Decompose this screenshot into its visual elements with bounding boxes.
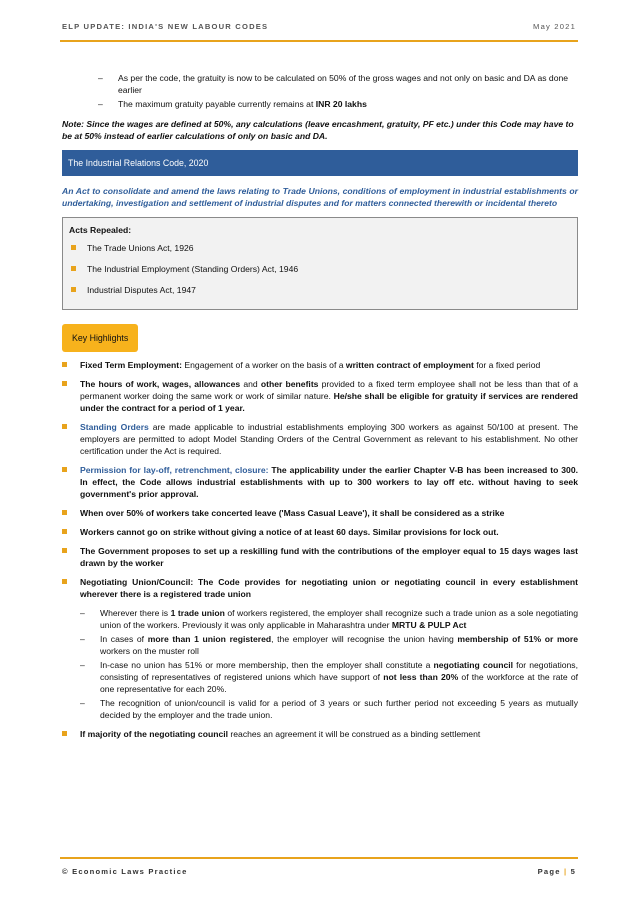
header-date: May 2021 bbox=[533, 22, 576, 31]
act-description: An Act to consolidate and amend the laws relating to Trade Unions, conditions of employment in industrial establishments or undertaking, investigation and settlement of industrial disputes and for matters connected therewith or incidental thereto bbox=[62, 186, 578, 208]
bullet-square-icon bbox=[62, 381, 67, 386]
bullet-square-icon bbox=[62, 579, 67, 584]
bullet-square-icon bbox=[62, 731, 67, 736]
page-body bbox=[62, 72, 578, 740]
highlight-strike-notice: Workers cannot go on strike without giving a notice of at least 60 days. Similar provisions for lock out. bbox=[62, 526, 578, 538]
highlight-mass-leave: When over 50% of workers take concerted leave ('Mass Casual Leave'), it shall be considered as a strike bbox=[62, 507, 578, 519]
header-rule bbox=[60, 40, 578, 42]
highlight-binding-settlement: If majority of the negotiating council reaches an agreement it will be construed as a binding settlement bbox=[62, 728, 578, 740]
sub-point: – Wherever there is 1 trade union of workers registered, the employer shall recognize such a trade union as a sole negotiating union of the workers. Previously it was only applicable in Maharashtra under MRTU & PULP Act bbox=[80, 608, 578, 630]
bullet-square-icon bbox=[71, 266, 76, 271]
page-number: Page | 5 bbox=[537, 867, 576, 876]
repealed-item: The Trade Unions Act, 1926 bbox=[69, 242, 571, 254]
highlight-negotiating-union: Negotiating Union/Council: The Code provides for negotiating union or negotiating council in every establishment wherever there is a registered trade union – Wherever there is 1 trade union of workers registered, the employer shall recognize such a trade union as a sole negotiating union of the workers. Previously it was only applicable in Maharashtra under MRTU & PULP Act – In cases of more than 1 union registered, the employer will recognise the union having membership of 51% or more workers on the muster roll – In-case no union has 51% or more membership, then the employer shall constitute a negotiating council for negotiations, consisting of representatives of registered unions which have support of not less than 20% of the workforce at the rate of one representative for each 20%. – The recognition of union/council is valid for a period of 3 years or such further period not exceeding 5 years as mutually decided by the employer and the trade union. bbox=[62, 576, 578, 721]
bullet-square-icon bbox=[62, 424, 67, 429]
acts-repealed-title: Acts Repealed: bbox=[69, 225, 132, 235]
header-title: ELP UPDATE: INDIA'S NEW LABOUR CODES bbox=[62, 22, 269, 31]
bullet-square-icon bbox=[71, 287, 76, 292]
bullet-square-icon bbox=[71, 245, 76, 250]
repealed-item: The Industrial Employment (Standing Orders) Act, 1946 bbox=[69, 263, 571, 275]
highlight-fixed-term: Fixed Term Employment: Engagement of a worker on the basis of a written contract of employment for a fixed period bbox=[62, 359, 578, 371]
note-paragraph: Note: Since the wages are defined at 50%, any calculations (leave encashment, gratuity, PF etc.) under this Code may have to be at 50% instead of earlier calculations of only on basic and DA. bbox=[62, 119, 574, 141]
highlight-lay-off: Permission for lay-off, retrenchment, closure: The applicability under the earlier Chapter V-B has been increased to 300. In effect, the Code allows industrial establishments with up to 300 workers to lay off etc. without having to seek government's prior approval. bbox=[62, 464, 578, 500]
repealed-item: Industrial Disputes Act, 1947 bbox=[69, 284, 571, 296]
sub-point: – In cases of more than 1 union registered, the employer will recognise the union having membership of 51% or more workers on the muster roll bbox=[80, 634, 578, 656]
section-banner: The Industrial Relations Code, 2020 bbox=[62, 150, 578, 176]
gratuity-point-2: – The maximum gratuity payable currently remains at INR 20 lakhs bbox=[98, 99, 367, 109]
page-footer bbox=[62, 867, 576, 876]
acts-repealed-box bbox=[62, 217, 578, 310]
sub-point: – The recognition of union/council is valid for a period of 3 years or such further period not exceeding 5 years as mutually decided by the employer and the trade union. bbox=[80, 698, 578, 720]
bullet-square-icon bbox=[62, 548, 67, 553]
footer-rule bbox=[60, 857, 578, 859]
bullet-square-icon bbox=[62, 529, 67, 534]
key-highlights-label: Key Highlights bbox=[62, 324, 138, 352]
highlight-hours-wages: The hours of work, wages, allowances and other benefits provided to a fixed term employee shall not be less than that of a permanent worker doing the same work or work of similar nature. He/she shall be eligible for gratuity if services are rendered under the contract for a period of 1 year. bbox=[62, 378, 578, 414]
footer-copyright: © Economic Laws Practice bbox=[62, 867, 188, 876]
gratuity-point-1: – As per the code, the gratuity is now to be calculated on 50% of the gross wages and not only on basic and DA as done earlier bbox=[98, 73, 569, 95]
sub-point: – In-case no union has 51% or more membership, then the employer shall constitute a negotiating council for negotiations, consisting of representatives of registered unions which have support of not less than 20% of the workforce at the rate of one representative for each 20%. bbox=[80, 660, 579, 694]
bullet-square-icon bbox=[62, 467, 67, 472]
highlight-reskilling-fund: The Government proposes to set up a reskilling fund with the contributions of the employer equal to 15 days wages last drawn by the worker bbox=[62, 545, 578, 569]
page-header bbox=[62, 22, 576, 31]
highlight-standing-orders: Standing Orders are made applicable to industrial establishments employing 300 workers as against 50/100 at present. The employers are permitted to adopt Model Standing Orders of the Central Government as relevant to his establishment. No other certification under the Act is required. bbox=[62, 421, 578, 457]
bullet-square-icon bbox=[62, 362, 67, 367]
bullet-square-icon bbox=[62, 510, 67, 515]
